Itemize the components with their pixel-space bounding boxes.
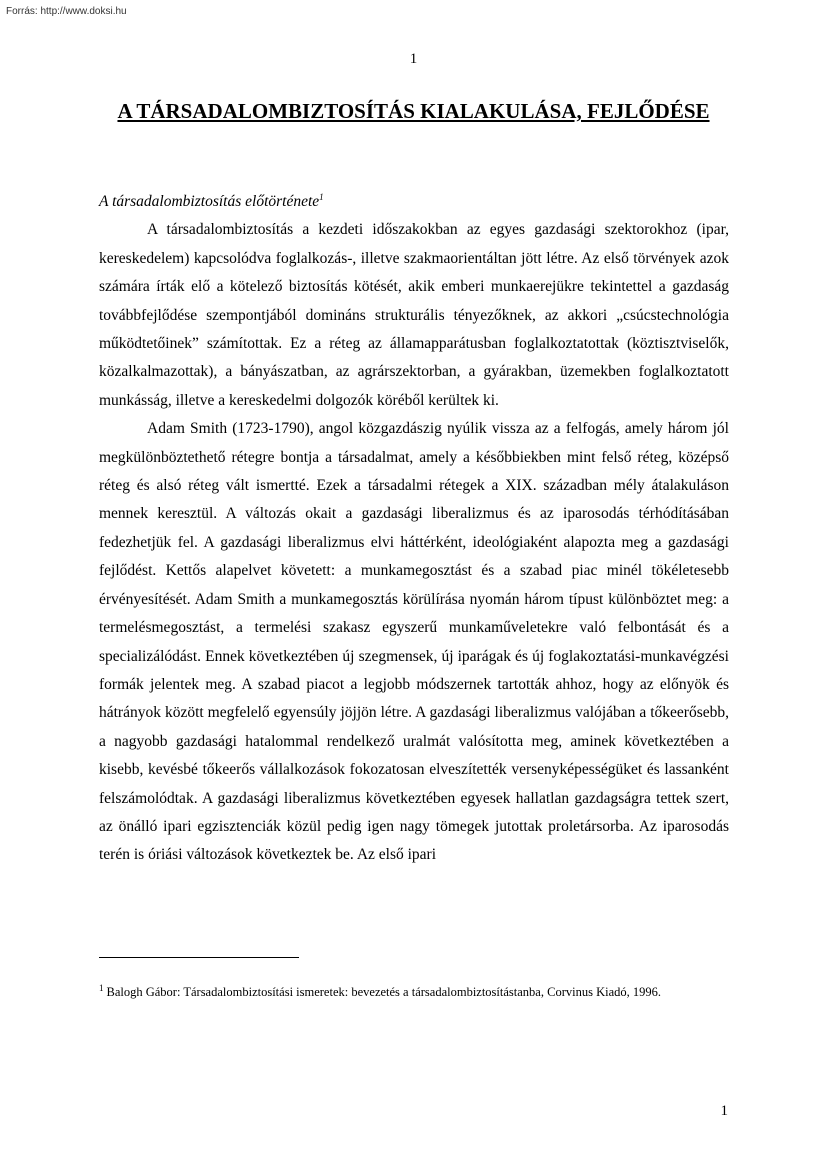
footnote-text: Balogh Gábor: Társadalombiztosítási ismeretek: bevezetés a társadalombiztosítástanba, Corvinus Kiadó, 1996. [106,985,661,1000]
footnote-mark: 1 [99,983,104,993]
page-number-bottom: 1 [720,1103,728,1119]
page-number-top: 1 [409,51,418,67]
section-heading-text: A társadalombiztosítás előtörténete [99,193,320,210]
source-note: Forrás: http://www.doksi.hu [6,6,127,17]
section-heading [99,188,729,216]
footnote [99,980,739,1000]
paragraph-2: Adam Smith (1723-1790), angol közgazdászig nyúlik vissza az a felfogás, amely három jól megkülönböztethető rétegre bontja a társadalmat, amely a későbbiekben mint felső réteg, középső réteg és alsó réteg vált ismertté. Ezek a társadalmi rétegek a XIX. században mély átalakuláson mennek keresztül. A változás okait a gazdasági liberalizmus és az iparosodás térhódításában fedezhetjük fel. A gazdasági liberalizmus elvi háttérként, ideológiaként alapozta meg a gazdasági fejlődést. Kettős alapelvet követett: a munkamegosztást és a szabad piac minél tökéletesebb érvényesítését. Adam Smith a munkamegosztás körülírása nyomán három típust különböztet meg: a termelésmegosztást, a termelési szakasz egyszerű munkaműveletekre való felbontását és a specializálódást. Ennek következtében új szegmensek, új iparágak és új foglakoztatási-munkavégzési formák jelentek meg. A szabad piacot a legjobb módszernek tartották ahhoz, hogy az előnyök és hátrányok között megfelelő egyensúly jöjjön létre. A gazdasági liberalizmus valójában a tőkeerősebb, a nagyobb gazdasági hatalommal rendelkező uralmát valósította meg, aminek következtében a kisebb, kevésbé tőkeerős vállalkozások fokozatosan elveszítették versenyképességüket és lassanként felszámolódtak. A gazdasági liberalizmus következtében egyesek hallatlan gazdagságra tettek szert, az önálló ipari egzisztenciák közül pedig igen nagy tömegek jutottak proletársorba. Az iparosodás terén is óriási változások következtek be. Az első ipari [99,420,729,864]
paragraph-1: A társadalombiztosítás a kezdeti időszakokban az egyes gazdasági szektorokhoz (ipar, kereskedelem) kapcsolódva foglalkozás-, illetve szakmaorientáltan jött létre. Az első törvények azok számára írták elő a kötelező biztosítás kötését, akik emberi munkaerejükre tekintettel a gazdaság továbbfejlődése szempontjából domináns strukturális tényezőknek, az akkori „csúcstechnológia működtetőinek” számítottak. Ez a réteg az államapparátusban foglalkoztatottak (köztisztviselők, közalkalmazottak), a bányászatban, az agrárszektorban, a gyárakban, üzemekben foglalkoztatott munkásság, illetve a kereskedelmi dolgozók köréből kerültek ki. [99,221,729,409]
main-content [99,188,729,870]
footnote-divider [99,957,299,958]
document-title: A TÁRSADALOMBIZTOSÍTÁS KIALAKULÁSA, FEJLŐDÉSE [117,99,710,123]
footnote-reference[interactable]: 1 [319,191,324,202]
